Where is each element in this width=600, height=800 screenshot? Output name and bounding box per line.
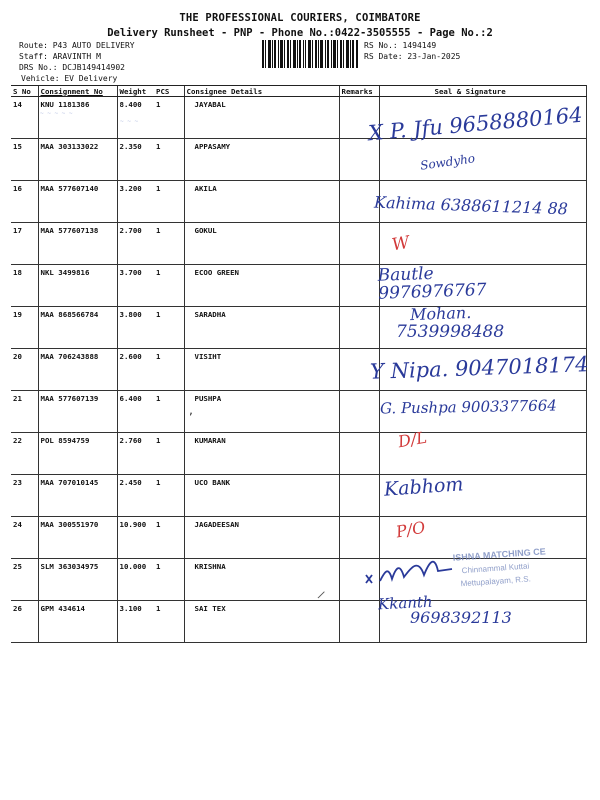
cell-pcs: 1 [154, 559, 184, 601]
cell-sno: 26 [11, 601, 38, 643]
cell-signature [379, 139, 586, 181]
table-row [11, 475, 586, 517]
stamp-line: Chinnammal Kuttai [461, 561, 530, 576]
cell-pcs: 1 [154, 265, 184, 307]
runsheet-subtitle: Delivery Runsheet - PNP - Phone No.:0422-3505555 - Page No.:2 [107, 27, 493, 39]
cell-pcs: 1 [154, 433, 184, 475]
cell-pcs: 1 [154, 139, 184, 181]
faint-ink-mark: ~ ~ ~ [120, 118, 139, 125]
staff-label: Staff: ARAVINTH M [19, 52, 101, 61]
cell-consignment: MAA 868566784 [38, 307, 117, 349]
cell-consignee: SARADHA [184, 307, 339, 349]
cell-weight: 8.400 [117, 97, 154, 139]
table-row [11, 433, 586, 475]
cell-consignee: UCO BANK [184, 475, 339, 517]
cell-consignment: MAA 577607138 [38, 223, 117, 265]
cell-consignment: GPM 434614 [38, 601, 117, 643]
handwritten-remark: P/O [394, 517, 427, 542]
cell-sno: 18 [11, 265, 38, 307]
handwritten-signature: Mohan. [409, 302, 472, 325]
handwritten-remark: W [390, 232, 412, 256]
cell-consignee: JAYABAL [184, 97, 339, 139]
signature-scribble [362, 545, 462, 590]
rs-number: RS No.: 1494149 [364, 41, 437, 50]
cell-sno: 25 [11, 559, 38, 601]
cell-consignee: APPASAMY [184, 139, 339, 181]
cell-pcs: 1 [154, 391, 184, 433]
cell-consignee: VISIHT [184, 349, 339, 391]
handwritten-signature: 9698392113 [410, 608, 512, 627]
cell-sno: 24 [11, 517, 38, 559]
col-consignment: Consignment No [38, 86, 117, 97]
handwritten-signature: 7539998488 [396, 322, 505, 342]
cell-sno: 21 [11, 391, 38, 433]
cell-sno: 23 [11, 475, 38, 517]
cell-consignee: AKILA [184, 181, 339, 223]
cell-pcs: 1 [154, 601, 184, 643]
cell-consignee: KRISHNA [184, 559, 339, 601]
vehicle-label: Vehicle: EV Delivery [21, 74, 118, 83]
tick-mark: / [316, 589, 326, 602]
cell-consignee: PUSHPA [184, 391, 339, 433]
table-header [11, 86, 586, 97]
cell-remarks [339, 475, 379, 517]
meta-right [364, 40, 460, 62]
cell-weight: 3.800 [117, 307, 154, 349]
cell-remarks [339, 265, 379, 307]
rubber-stamp [450, 541, 593, 603]
cell-weight: 3.100 [117, 601, 154, 643]
col-weight: Weight [117, 86, 154, 97]
cell-remarks [339, 601, 379, 643]
stamp-line: Mettupalayam, R.S. [460, 574, 532, 589]
cell-consignee: SAI TEX [184, 601, 339, 643]
cell-consignment: MAA 707010145 [38, 475, 117, 517]
handwritten-signature: Kkanth [377, 592, 434, 614]
cell-pcs: 1 [154, 223, 184, 265]
cell-weight: 2.450 [117, 475, 154, 517]
tick-mark: , [188, 406, 195, 417]
cell-weight: 3.200 [117, 181, 154, 223]
cell-signature [379, 223, 586, 265]
cell-weight: 10.000 [117, 559, 154, 601]
cell-consignment: MAA 706243888 [38, 349, 117, 391]
faint-ink-mark: ~ ~ ~ ~ ~ [40, 110, 73, 117]
cell-remarks [339, 223, 379, 265]
cell-consignment: NKL 3499816 [38, 265, 117, 307]
cell-sno: 14 [11, 97, 38, 139]
cell-pcs: 1 [154, 517, 184, 559]
cell-consignment: SLM 363034975 [38, 559, 117, 601]
handwritten-signature: G. Pushpa 9003377664 [379, 396, 557, 418]
cell-pcs: 1 [154, 97, 184, 139]
cell-sno: 20 [11, 349, 38, 391]
cell-sno: 19 [11, 307, 38, 349]
table-row [11, 139, 586, 181]
cell-weight: 2.350 [117, 139, 154, 181]
rs-date: RS Date: 23-Jan-2025 [364, 52, 461, 61]
cell-sno: 17 [11, 223, 38, 265]
cell-consignment: KNU 1181386 [38, 97, 117, 139]
cell-pcs: 1 [154, 349, 184, 391]
handwritten-signature: Y Nipa. 9047018174 [369, 352, 589, 384]
cell-sno: 15 [11, 139, 38, 181]
cell-consignment: MAA 577607140 [38, 181, 117, 223]
cell-consignment: MAA 303133022 [38, 139, 117, 181]
cell-remarks [339, 307, 379, 349]
col-pcs: PCS [154, 86, 184, 97]
barcode [262, 40, 358, 68]
route-label: Route: P43 AUTO DELIVERY [19, 41, 135, 50]
drs-label: DRS No.: DCJB149414902 [19, 63, 125, 72]
stamp-line: ISHNA MATCHING CE [452, 546, 546, 563]
cell-pcs: 1 [154, 181, 184, 223]
cell-consignee: KUMARAN [184, 433, 339, 475]
cell-consignee: JAGADEESAN [184, 517, 339, 559]
col-sno: S No [11, 86, 38, 97]
table-row [11, 223, 586, 265]
cell-remarks [339, 181, 379, 223]
handwritten-signature: Bautle 9976976767 [377, 263, 487, 304]
cell-remarks [339, 433, 379, 475]
cell-consignment: MAA 300551970 [38, 517, 117, 559]
cell-weight: 10.900 [117, 517, 154, 559]
col-consignee: Consignee Details [184, 86, 339, 97]
handwritten-signature: Kahima 6388611214 88 [373, 192, 569, 219]
cell-sno: 22 [11, 433, 38, 475]
handwritten-remark: D/L [396, 427, 429, 452]
cell-weight: 2.700 [117, 223, 154, 265]
cell-remarks [339, 391, 379, 433]
cell-pcs: 1 [154, 307, 184, 349]
cell-pcs: 1 [154, 475, 184, 517]
col-remarks: Remarks [339, 86, 379, 97]
cell-weight: 2.760 [117, 433, 154, 475]
cell-weight: 6.400 [117, 391, 154, 433]
cell-weight: 3.700 [117, 265, 154, 307]
handwritten-signature: X P. Jfu 9658880164 [367, 102, 584, 146]
col-signature: Seal & Signature [379, 86, 586, 97]
cell-sno: 16 [11, 181, 38, 223]
company-title: THE PROFESSIONAL COURIERS, COIMBATORE [179, 12, 421, 24]
cell-consignment: POL 8594759 [38, 433, 117, 475]
cell-weight: 2.600 [117, 349, 154, 391]
cell-consignee: GOKUL [184, 223, 339, 265]
meta-left [19, 40, 135, 84]
cell-consignee: ECOO GREEN [184, 265, 339, 307]
handwritten-signature: Kabhom [383, 473, 465, 501]
cell-consignment: MAA 577607139 [38, 391, 117, 433]
handwritten-signature: Sowdyho [419, 151, 476, 173]
